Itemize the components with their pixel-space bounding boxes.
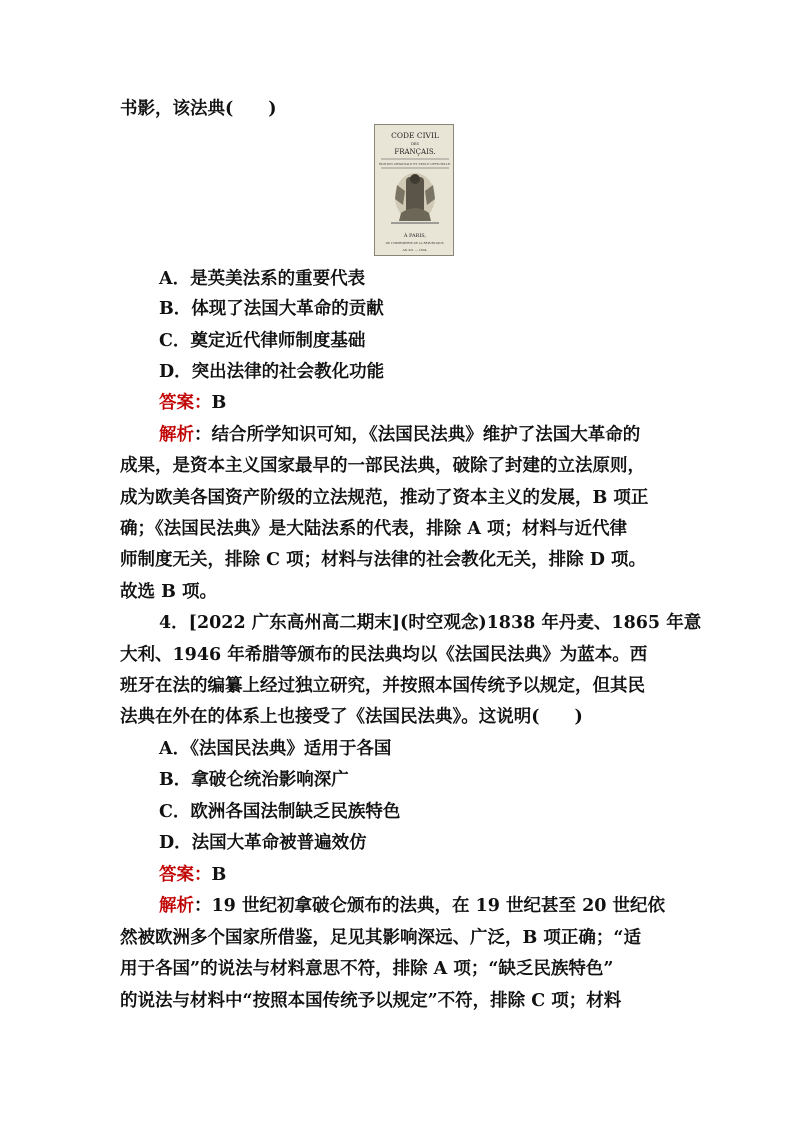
analysis-line-6 (120, 581, 217, 603)
answer-value: B (211, 393, 227, 413)
text: 成果，是资本主义国家最早的一部民法典，破除了封建的立法原则， (120, 456, 645, 476)
option-b (159, 298, 384, 320)
text: 法典在外在的体系上也接受了《法国民法典》。这说明( ) (120, 707, 583, 727)
cover-title-3: FRANÇAIS. (394, 148, 436, 156)
cover-title-2: DES (411, 142, 419, 146)
analysis-line-3 (120, 958, 613, 980)
answer-label: 答案： (159, 865, 212, 885)
question-4-line-4 (120, 706, 583, 728)
code-civil-cover-image (374, 124, 454, 256)
text: 班牙在法的编纂上经过独立研究，并按照本国传统予以规定，但其民 (120, 676, 645, 696)
question-4-line-2 (120, 644, 647, 666)
text: 的说法与材料中“按照本国传统予以规定”不符，排除 C 项；材料 (120, 991, 622, 1011)
text: 书影，该法典( ) (120, 99, 277, 119)
option-d (159, 832, 367, 854)
cover-title-1: CODE CIVIL (391, 131, 439, 140)
text: A．是英美法系的重要代表 (159, 269, 366, 289)
text: B．体现了法国大革命的贡献 (159, 299, 384, 319)
cover-place: À PARIS, (403, 233, 427, 239)
analysis-line-4 (120, 518, 627, 540)
cover-year: AN XII. — 1804. (402, 248, 428, 252)
text: ：19 世纪初拿破仑颁布的法典，在 19 世纪甚至 20 世纪依 (194, 896, 666, 916)
question-4-line-3 (120, 675, 645, 697)
cover-vignette (391, 173, 439, 223)
text: A．《法国民法典》适用于各国 (159, 739, 392, 759)
answer-line (159, 864, 226, 886)
text: D．突出法律的社会教化功能 (159, 362, 385, 382)
answer-label: 答案： (159, 393, 212, 413)
cover-edition: ÉDITION ORIGINALE ET SEULE OFFICIELLE. (378, 162, 452, 166)
question-3-stem-end (120, 98, 277, 120)
text: 故选 B 项。 (120, 582, 217, 602)
text: 师制度无关，排除 C 项；材料与法律的社会教化无关，排除 D 项。 (120, 550, 646, 570)
analysis-line-2 (120, 927, 641, 949)
text: 4．[2022 广东高州高二期末](时空观念)1838 年丹麦、1865 年意 (159, 613, 702, 633)
text: D．法国大革命被普遍效仿 (159, 833, 367, 853)
analysis-line-1 (159, 424, 640, 446)
analysis-line-3 (120, 487, 648, 509)
cover-illustration (375, 125, 454, 256)
text: C．奠定近代律师制度基础 (159, 331, 366, 351)
text: 大利、1946 年希腊等颁布的民法典均以《法国民法典》为蓝本。西 (120, 645, 648, 665)
option-b (159, 769, 349, 791)
cover-printer: DE L'IMPRIMERIE DE LA RÉPUBLIQUE. (385, 241, 445, 245)
text: 然被欧洲多个国家所借鉴，足见其影响深远、广泛，B 项正确；“适 (120, 928, 641, 948)
analysis-line-1 (159, 895, 665, 917)
text: 成为欧美各国资产阶级的立法规范，推动了资本主义的发展，B 项正 (120, 488, 649, 508)
text: B．拿破仑统治影响深广 (159, 770, 349, 790)
text: 确；《法国民法典》是大陆法系的代表，排除 A 项；材料与近代律 (120, 519, 628, 539)
option-a (159, 738, 391, 760)
option-d (159, 361, 384, 383)
text: C．欧洲各国法制缺乏民族特色 (159, 802, 401, 822)
option-c (159, 330, 365, 352)
analysis-line-5 (120, 549, 646, 571)
option-c (159, 801, 400, 823)
option-a (159, 268, 365, 290)
analysis-label: 解析 (159, 425, 194, 445)
answer-value: B (211, 865, 227, 885)
analysis-label: 解析 (159, 896, 194, 916)
analysis-line-2 (120, 455, 645, 477)
question-4-line-1 (159, 612, 701, 634)
text: ：结合所学知识可知，《法国民法典》维护了法国大革命的 (194, 425, 641, 445)
analysis-line-4 (120, 990, 621, 1012)
text: 用于各国”的说法与材料意思不符，排除 A 项；“缺乏民族特色” (120, 959, 614, 979)
answer-line (159, 392, 226, 414)
